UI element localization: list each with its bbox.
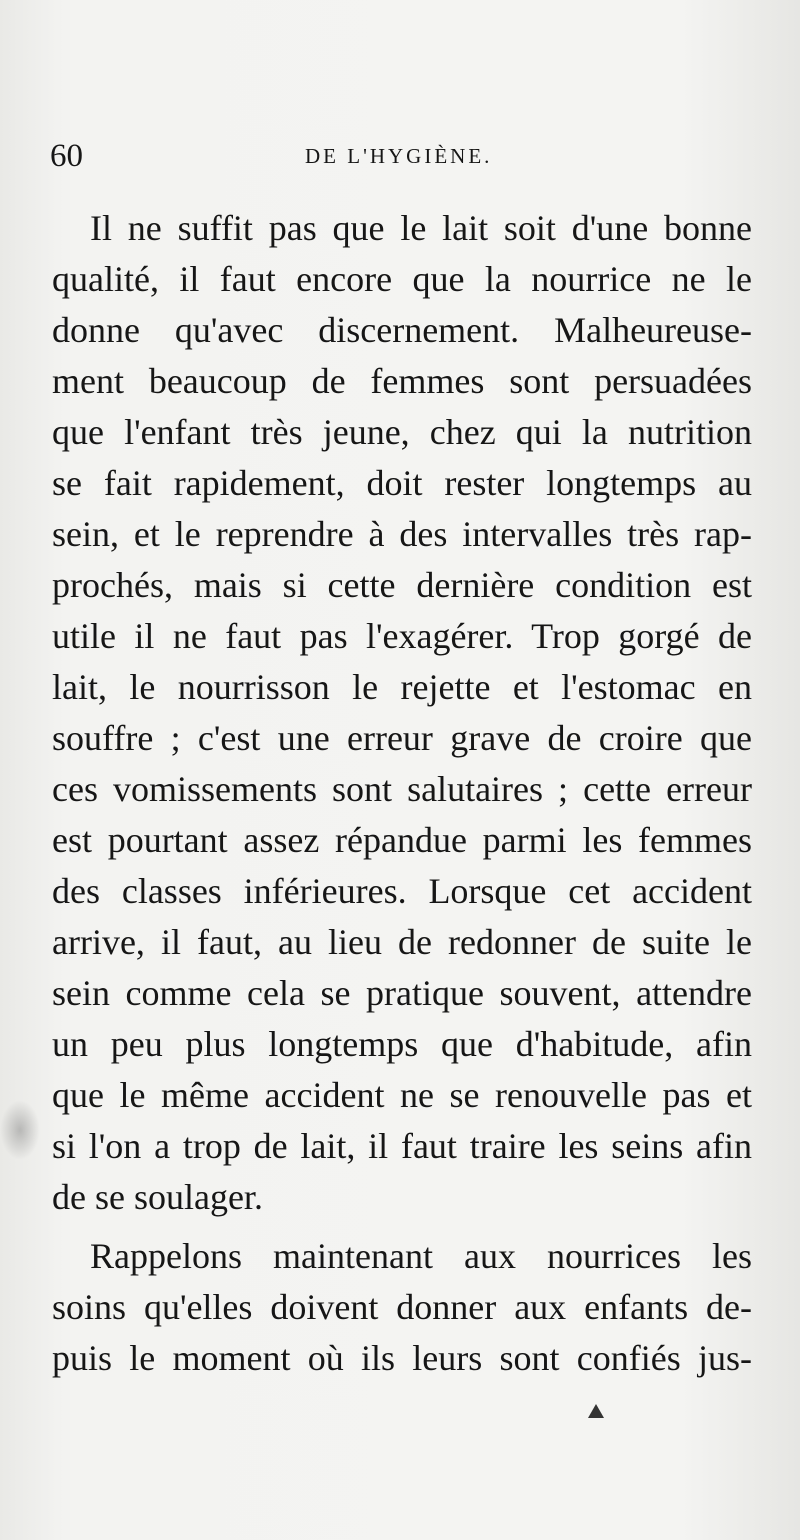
paragraph-2 bbox=[52, 1231, 752, 1384]
text-line: un peu plus longtemps que d'habitude, afin bbox=[52, 1024, 752, 1064]
text-line: si l'on a trop de lait, il faut traire les seins afin bbox=[52, 1126, 752, 1166]
text-line: est pourtant assez répandue parmi les femmes bbox=[52, 820, 752, 860]
page-number: 60 bbox=[50, 138, 83, 174]
text-line: arrive, il faut, au lieu de redonner de suite le bbox=[52, 922, 752, 962]
text-line: utile il ne faut pas l'exagérer. Trop gorgé de bbox=[52, 616, 752, 656]
text-line: sein comme cela se pratique souvent, attendre bbox=[52, 973, 752, 1013]
text-line: puis le moment où ils leurs sont confiés jus- bbox=[52, 1338, 752, 1378]
paragraph-gap bbox=[52, 1223, 752, 1231]
text-line: prochés, mais si cette dernière condition est bbox=[52, 565, 752, 605]
text-line: que le même accident ne se renouvelle pas et bbox=[52, 1075, 752, 1115]
running-title: DE L'HYGIÈNE. bbox=[305, 144, 493, 168]
text-line: Rappelons maintenant aux nourrices les bbox=[90, 1236, 752, 1276]
text-line: ces vomissements sont salutaires ; cette erreur bbox=[52, 769, 752, 809]
page-stain bbox=[0, 1100, 40, 1160]
text-line: qualité, il faut encore que la nourrice ne le bbox=[52, 259, 752, 299]
text-line: de se soulager. bbox=[52, 1177, 263, 1217]
text-line: soins qu'elles doivent donner aux enfants de- bbox=[52, 1287, 752, 1327]
text-line: se fait rapidement, doit rester longtemps au bbox=[52, 463, 752, 503]
printer-mark-icon bbox=[588, 1404, 604, 1418]
text-line: Il ne suffit pas que le lait soit d'une bonne bbox=[90, 208, 752, 248]
text-line: donne qu'avec discernement. Malheureuse- bbox=[52, 310, 752, 350]
body-text bbox=[52, 203, 752, 1384]
text-line: que l'enfant très jeune, chez qui la nutrition bbox=[52, 412, 752, 452]
text-line: ment beaucoup de femmes sont persuadées bbox=[52, 361, 752, 401]
text-line: lait, le nourrisson le rejette et l'estomac en bbox=[52, 667, 752, 707]
text-line: des classes inférieures. Lorsque cet accident bbox=[52, 871, 752, 911]
text-line: sein, et le reprendre à des intervalles très rap- bbox=[52, 514, 752, 554]
paragraph-1 bbox=[52, 203, 752, 1223]
text-line: souffre ; c'est une erreur grave de croire que bbox=[52, 718, 752, 758]
page-header bbox=[50, 136, 750, 176]
